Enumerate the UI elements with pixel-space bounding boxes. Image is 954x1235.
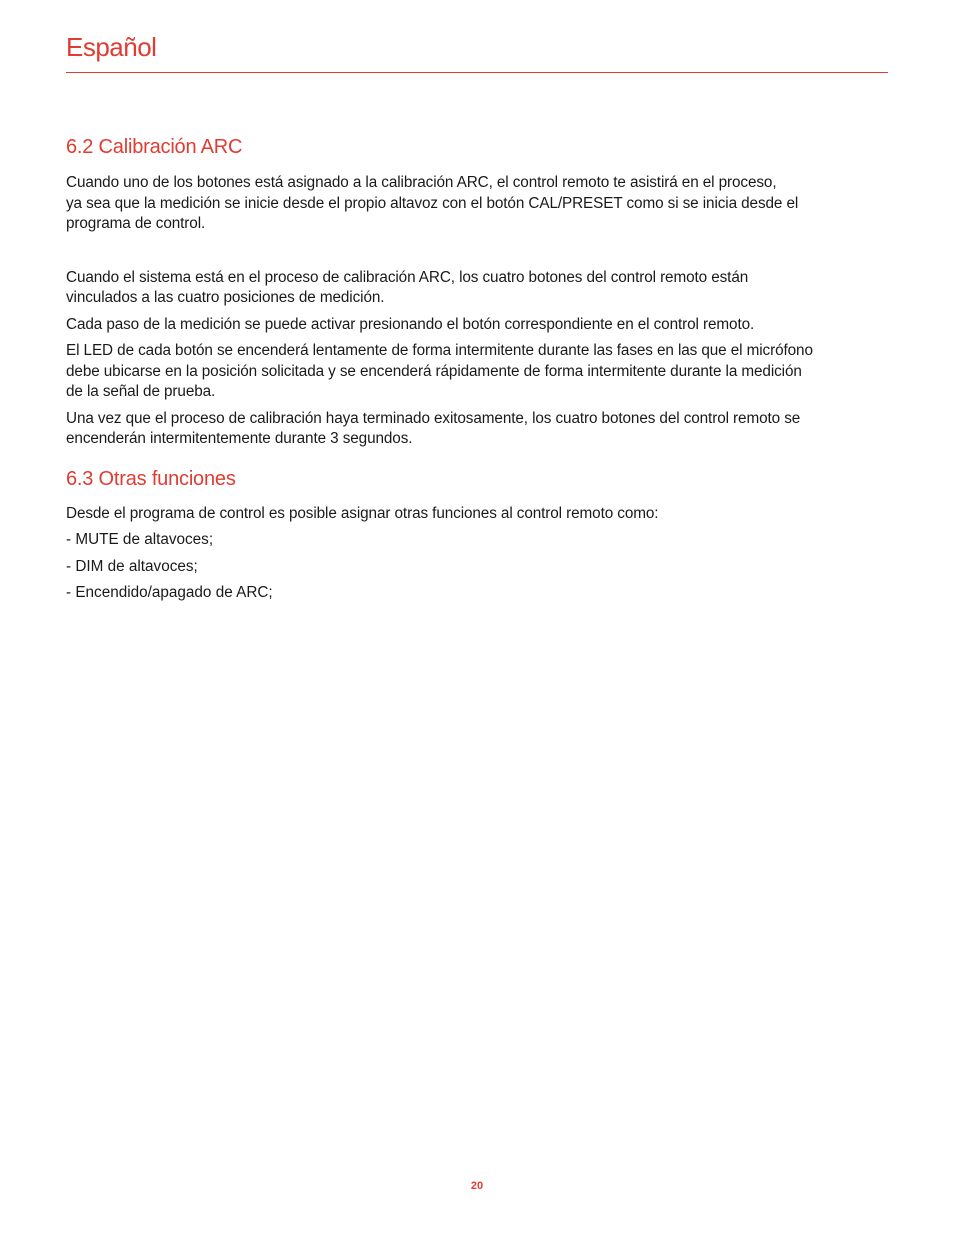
section-arc-calibration: [66, 132, 888, 450]
section-other-functions: [66, 464, 888, 604]
header-divider: [66, 72, 888, 73]
page-number: 20: [470, 1180, 484, 1192]
section-title-other-functions: 6.3 Otras funciones: [66, 467, 236, 490]
paragraph-intro: [66, 173, 888, 235]
text-line: programa de control.: [66, 215, 206, 232]
list-item: - DIM de altavoces;: [66, 557, 198, 575]
paragraph-led-behavior: [66, 341, 888, 403]
text-line: vinculados a las cuatro posiciones de medición.: [66, 289, 385, 306]
paragraph-completion: [66, 409, 888, 450]
text-line: de la señal de prueba.: [66, 383, 216, 400]
text-line: Cuando el sistema está en el proceso de calibración ARC, los cuatro botones del control remoto están: [66, 268, 749, 286]
text-line: El LED de cada botón se encenderá lentamente de forma intermitente durante las fases en las que el micrófono: [66, 342, 813, 359]
page-header: [66, 30, 888, 64]
text-line: Cada paso de la medición se puede activar presionando el botón correspondiente en el control remoto.: [66, 315, 755, 333]
list-item: - Encendido/apagado de ARC;: [66, 584, 273, 601]
paragraph-step-activation: [66, 315, 888, 336]
paragraph-other-functions-intro: Desde el programa de control es posible asignar otras funciones al control remoto como:: [66, 504, 659, 522]
text-line: ya sea que la medición se inicie desde el propio altavoz con el botón CAL/PRESET como si se inicia desde el: [66, 194, 799, 212]
list-item: - MUTE de altavoces;: [66, 531, 214, 548]
page-title: Español: [66, 32, 157, 62]
paragraph-buttons-linked: [66, 268, 888, 309]
text-line: encenderán intermitentemente durante 3 segundos.: [66, 430, 413, 447]
text-line: Una vez que el proceso de calibración haya terminado exitosamente, los cuatro botones del control remoto se: [66, 409, 801, 427]
section-title-arc-calibration: 6.2 Calibración ARC: [66, 136, 243, 158]
text-line: debe ubicarse en la posición solicitada y se encenderá rápidamente de forma intermitente durante la medición: [66, 362, 802, 380]
page-content: [66, 130, 888, 604]
text-line: Cuando uno de los botones está asignado a la calibración ARC, el control remoto te asistirá en el proceso,: [66, 174, 777, 191]
